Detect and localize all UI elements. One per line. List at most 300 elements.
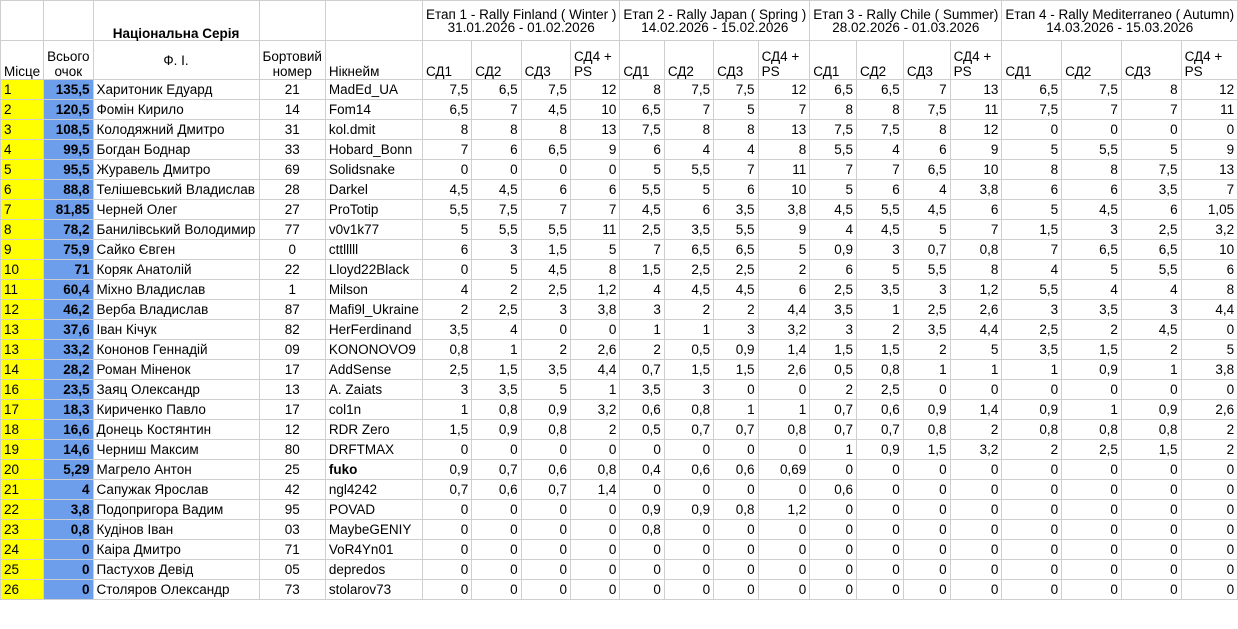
nickname-cell: stolarov73 xyxy=(325,580,422,600)
place-cell: 13 xyxy=(1,320,44,340)
score-cell: 13 xyxy=(570,120,619,140)
score-cell: 6 xyxy=(950,200,1002,220)
score-cell: 3,5 xyxy=(422,320,471,340)
score-cell: 1,5 xyxy=(903,440,950,460)
score-cell: 7 xyxy=(758,100,810,120)
nickname-cell: Hobard_Bonn xyxy=(325,140,422,160)
score-cell: 1 xyxy=(570,380,619,400)
score-cell: 0 xyxy=(472,520,521,540)
table-row xyxy=(1,500,1238,520)
nickname-cell: RDR Zero xyxy=(325,420,422,440)
score-cell: 0,5 xyxy=(620,420,664,440)
score-cell: 0,9 xyxy=(521,400,570,420)
car-number-cell: 03 xyxy=(259,520,325,540)
page-title: Національна Серія xyxy=(93,1,259,41)
stage-2-header: Етап 2 - Rally Japan ( Spring ) 14.02.2026 - 15.02.2026 xyxy=(620,1,810,41)
score-cell: 0,8 xyxy=(1062,420,1122,440)
score-cell: 3 xyxy=(1121,300,1181,320)
score-cell: 0 xyxy=(570,500,619,520)
score-cell: 0 xyxy=(1121,580,1181,600)
score-cell: 0 xyxy=(903,580,950,600)
score-cell: 1,5 xyxy=(664,360,713,380)
score-cell: 10 xyxy=(1181,240,1238,260)
car-number-cell: 77 xyxy=(259,220,325,240)
score-cell: 0 xyxy=(950,480,1002,500)
table-row xyxy=(1,340,1238,360)
score-cell: 5,5 xyxy=(1121,260,1181,280)
score-cell: 0 xyxy=(422,160,471,180)
score-cell: 7 xyxy=(1181,180,1238,200)
s4-col-3: СД3 xyxy=(1121,41,1181,80)
score-cell: 1,2 xyxy=(950,280,1002,300)
score-cell: 1,05 xyxy=(1181,200,1238,220)
total-points-cell: 33,2 xyxy=(44,340,93,360)
score-cell: 0 xyxy=(1062,540,1122,560)
score-cell: 0 xyxy=(1181,560,1238,580)
score-cell: 0 xyxy=(810,500,857,520)
total-points-cell: 75,9 xyxy=(44,240,93,260)
driver-name-cell: Кириченко Павло xyxy=(93,400,259,420)
score-cell: 0 xyxy=(1002,540,1062,560)
score-cell: 0 xyxy=(472,500,521,520)
score-cell: 11 xyxy=(758,160,810,180)
score-cell: 11 xyxy=(570,220,619,240)
score-cell: 2,6 xyxy=(1181,400,1238,420)
car-number-cell: 13 xyxy=(259,380,325,400)
car-number-cell: 31 xyxy=(259,120,325,140)
score-cell: 7,5 xyxy=(903,100,950,120)
score-cell: 0 xyxy=(903,500,950,520)
score-cell: 2 xyxy=(570,420,619,440)
score-cell: 7,5 xyxy=(664,80,713,100)
score-cell: 0 xyxy=(570,520,619,540)
score-cell: 8 xyxy=(664,120,713,140)
total-points-cell: 95,5 xyxy=(44,160,93,180)
score-cell: 0 xyxy=(1002,460,1062,480)
score-cell: 7,5 xyxy=(857,120,904,140)
score-cell: 0 xyxy=(570,560,619,580)
score-cell: 0 xyxy=(1062,560,1122,580)
score-cell: 0 xyxy=(472,560,521,580)
score-cell: 6,5 xyxy=(620,100,664,120)
score-cell: 4,5 xyxy=(521,100,570,120)
score-cell: 6 xyxy=(521,180,570,200)
score-cell: 4,5 xyxy=(620,200,664,220)
score-cell: 6 xyxy=(422,240,471,260)
place-cell: 3 xyxy=(1,120,44,140)
car-number-cell: 42 xyxy=(259,480,325,500)
score-cell: 0,8 xyxy=(620,520,664,540)
score-cell: 3,8 xyxy=(1181,360,1238,380)
score-cell: 0 xyxy=(950,560,1002,580)
score-cell: 0 xyxy=(521,520,570,540)
driver-name-cell: Кононов Геннадій xyxy=(93,340,259,360)
score-cell: 4 xyxy=(472,320,521,340)
total-points-cell: 3,8 xyxy=(44,500,93,520)
score-cell: 2 xyxy=(521,340,570,360)
score-cell: 5 xyxy=(1181,340,1238,360)
score-cell: 5,5 xyxy=(1062,140,1122,160)
score-cell: 5 xyxy=(422,220,471,240)
score-cell: 5 xyxy=(714,100,758,120)
total-points-cell: 99,5 xyxy=(44,140,93,160)
table-row xyxy=(1,280,1238,300)
score-cell: 5 xyxy=(1002,140,1062,160)
table-row xyxy=(1,440,1238,460)
total-points-cell: 78,2 xyxy=(44,220,93,240)
score-cell: 3,5 xyxy=(810,300,857,320)
driver-name-cell: Іван Кічук xyxy=(93,320,259,340)
score-cell: 5,5 xyxy=(521,220,570,240)
score-cell: 7 xyxy=(1062,100,1122,120)
score-cell: 8 xyxy=(758,140,810,160)
score-cell: 8 xyxy=(810,100,857,120)
score-cell: 0 xyxy=(521,560,570,580)
score-cell: 6,5 xyxy=(422,100,471,120)
score-cell: 2 xyxy=(620,340,664,360)
score-cell: 12 xyxy=(758,80,810,100)
score-cell: 5,5 xyxy=(714,220,758,240)
score-cell: 2,6 xyxy=(758,360,810,380)
driver-name-cell: Подопригора Вадим xyxy=(93,500,259,520)
score-cell: 5,5 xyxy=(810,140,857,160)
score-cell: 8 xyxy=(472,120,521,140)
score-cell: 0,7 xyxy=(422,480,471,500)
score-cell: 1 xyxy=(620,320,664,340)
score-cell: 0 xyxy=(1002,500,1062,520)
place-cell: 7 xyxy=(1,200,44,220)
score-cell: 0,7 xyxy=(810,420,857,440)
total-header: Всього очок xyxy=(44,41,93,80)
score-cell: 0,6 xyxy=(714,460,758,480)
score-cell: 6,5 xyxy=(857,80,904,100)
score-cell: 4,5 xyxy=(1062,200,1122,220)
score-cell: 0 xyxy=(950,460,1002,480)
score-cell: 2 xyxy=(758,260,810,280)
score-cell: 6 xyxy=(620,140,664,160)
score-cell: 5,5 xyxy=(857,200,904,220)
score-cell: 6 xyxy=(903,140,950,160)
score-cell: 0,4 xyxy=(620,460,664,480)
car-number-cell: 73 xyxy=(259,580,325,600)
score-cell: 6 xyxy=(714,180,758,200)
score-cell: 0 xyxy=(1121,500,1181,520)
score-cell: 0 xyxy=(664,520,713,540)
stage-4-header: Етап 4 - Rally Mediterraneo ( Autumn) 14.03.2026 - 15.03.2026 xyxy=(1002,1,1238,41)
car-number-cell: 05 xyxy=(259,560,325,580)
car-number-cell: 82 xyxy=(259,320,325,340)
score-cell: 2,5 xyxy=(714,260,758,280)
score-cell: 6,5 xyxy=(1062,240,1122,260)
score-cell: 7 xyxy=(422,140,471,160)
score-cell: 0 xyxy=(1062,480,1122,500)
score-cell: 7 xyxy=(857,160,904,180)
score-cell: 3,2 xyxy=(1181,220,1238,240)
score-cell: 0 xyxy=(422,520,471,540)
score-cell: 0,5 xyxy=(810,360,857,380)
table-row xyxy=(1,360,1238,380)
stage-1-header: Етап 1 - Rally Finland ( Winter ) 31.01.2026 - 01.02.2026 xyxy=(422,1,619,41)
score-cell: 0 xyxy=(620,560,664,580)
score-cell: 0,8 xyxy=(521,420,570,440)
score-cell: 5 xyxy=(857,260,904,280)
total-points-cell: 0 xyxy=(44,540,93,560)
score-cell: 10 xyxy=(758,180,810,200)
score-cell: 0 xyxy=(714,480,758,500)
score-cell: 0 xyxy=(620,540,664,560)
score-cell: 3 xyxy=(472,240,521,260)
score-cell: 6 xyxy=(810,260,857,280)
score-cell: 4,5 xyxy=(810,200,857,220)
score-cell: 2,5 xyxy=(521,280,570,300)
score-cell: 6,5 xyxy=(714,240,758,260)
score-cell: 1 xyxy=(1002,360,1062,380)
score-cell: 7 xyxy=(620,240,664,260)
place-cell: 6 xyxy=(1,180,44,200)
score-cell: 0 xyxy=(1002,560,1062,580)
driver-name-cell: Сапужак Ярослав xyxy=(93,480,259,500)
nickname-cell: AddSense xyxy=(325,360,422,380)
score-cell: 12 xyxy=(570,80,619,100)
score-cell: 5 xyxy=(1002,200,1062,220)
stage-3-header: Етап 3 - Rally Chile ( Summer) 28.02.2026 - 01.03.2026 xyxy=(810,1,1002,41)
score-cell: 3 xyxy=(810,320,857,340)
score-cell: 6,5 xyxy=(903,160,950,180)
score-cell: 11 xyxy=(950,100,1002,120)
score-cell: 1,5 xyxy=(714,360,758,380)
total-points-cell: 60,4 xyxy=(44,280,93,300)
nickname-cell: Lloyd22Black xyxy=(325,260,422,280)
score-cell: 0 xyxy=(903,380,950,400)
car-number-cell: 0 xyxy=(259,240,325,260)
total-points-cell: 0,8 xyxy=(44,520,93,540)
score-cell: 4,5 xyxy=(472,180,521,200)
score-cell: 4,5 xyxy=(664,280,713,300)
score-cell: 2,6 xyxy=(570,340,619,360)
score-cell: 0,8 xyxy=(758,420,810,440)
place-cell: 23 xyxy=(1,520,44,540)
score-cell: 1,4 xyxy=(950,400,1002,420)
nickname-cell: ProTotip xyxy=(325,200,422,220)
score-cell: 4,4 xyxy=(570,360,619,380)
score-cell: 0,8 xyxy=(1002,420,1062,440)
score-cell: 0 xyxy=(903,560,950,580)
score-cell: 0 xyxy=(714,440,758,460)
score-cell: 1 xyxy=(1062,400,1122,420)
score-cell: 5 xyxy=(1121,140,1181,160)
score-cell: 3 xyxy=(1062,220,1122,240)
place-cell: 26 xyxy=(1,580,44,600)
table-row xyxy=(1,300,1238,320)
table-row xyxy=(1,380,1238,400)
place-cell: 11 xyxy=(1,280,44,300)
place-cell: 17 xyxy=(1,400,44,420)
score-cell: 0 xyxy=(620,480,664,500)
score-cell: 0 xyxy=(664,440,713,460)
score-cell: 4 xyxy=(620,280,664,300)
score-cell: 2 xyxy=(857,320,904,340)
place-cell: 12 xyxy=(1,300,44,320)
score-cell: 0 xyxy=(810,580,857,600)
score-cell: 5 xyxy=(521,380,570,400)
score-cell: 4 xyxy=(810,220,857,240)
score-cell: 2 xyxy=(1121,340,1181,360)
score-cell: 0 xyxy=(570,580,619,600)
score-cell: 3 xyxy=(422,380,471,400)
score-cell: 1,5 xyxy=(620,260,664,280)
score-cell: 2 xyxy=(950,420,1002,440)
total-points-cell: 4 xyxy=(44,480,93,500)
nickname-cell: kol.dmit xyxy=(325,120,422,140)
table-row xyxy=(1,220,1238,240)
score-cell: 0,5 xyxy=(664,340,713,360)
score-cell: 0 xyxy=(1062,380,1122,400)
score-cell: 0 xyxy=(1181,460,1238,480)
driver-name-cell: Роман Міненок xyxy=(93,360,259,380)
table-row xyxy=(1,480,1238,500)
score-cell: 0,9 xyxy=(664,500,713,520)
score-cell: 5 xyxy=(472,260,521,280)
nickname-cell: v0v1k77 xyxy=(325,220,422,240)
score-cell: 0 xyxy=(810,520,857,540)
score-cell: 0 xyxy=(1062,520,1122,540)
score-cell: 7 xyxy=(903,80,950,100)
score-cell: 0 xyxy=(1181,120,1238,140)
score-cell: 0 xyxy=(857,500,904,520)
score-cell: 0,9 xyxy=(1002,400,1062,420)
place-cell: 4 xyxy=(1,140,44,160)
score-cell: 4 xyxy=(1002,260,1062,280)
score-cell: 0 xyxy=(950,380,1002,400)
score-cell: 0 xyxy=(570,440,619,460)
score-cell: 6,5 xyxy=(472,80,521,100)
driver-name-cell: Коряк Анатолій xyxy=(93,260,259,280)
score-cell: 0,6 xyxy=(810,480,857,500)
score-cell: 0 xyxy=(472,540,521,560)
score-cell: 0 xyxy=(664,540,713,560)
score-cell: 2,5 xyxy=(664,260,713,280)
score-cell: 0 xyxy=(664,560,713,580)
score-cell: 0 xyxy=(1181,520,1238,540)
table-row xyxy=(1,460,1238,480)
score-cell: 6,5 xyxy=(664,240,713,260)
score-cell: 0 xyxy=(758,520,810,540)
score-cell: 0 xyxy=(620,580,664,600)
score-cell: 0,9 xyxy=(714,340,758,360)
driver-name-cell: Черниш Максим xyxy=(93,440,259,460)
driver-name-cell: Богдан Боднар xyxy=(93,140,259,160)
car-number-cell: 12 xyxy=(259,420,325,440)
score-cell: 7 xyxy=(810,160,857,180)
total-points-cell: 18,3 xyxy=(44,400,93,420)
score-cell: 1,5 xyxy=(810,340,857,360)
score-cell: 0 xyxy=(472,440,521,460)
score-cell: 0 xyxy=(950,580,1002,600)
score-cell: 2 xyxy=(1181,440,1238,460)
car-number-cell: 17 xyxy=(259,400,325,420)
score-cell: 0,9 xyxy=(857,440,904,460)
score-cell: 0,6 xyxy=(620,400,664,420)
score-cell: 13 xyxy=(1181,160,1238,180)
place-cell: 1 xyxy=(1,80,44,100)
score-cell: 1 xyxy=(810,440,857,460)
score-cell: 4,5 xyxy=(857,220,904,240)
score-cell: 4,5 xyxy=(903,200,950,220)
car-number-cell: 33 xyxy=(259,140,325,160)
s1-col-4: СД4 + PS xyxy=(570,41,619,80)
place-header: Місце xyxy=(1,41,44,80)
score-cell: 7,5 xyxy=(472,200,521,220)
score-cell: 0 xyxy=(714,520,758,540)
score-cell: 6,5 xyxy=(1121,240,1181,260)
score-cell: 0 xyxy=(422,440,471,460)
score-cell: 0 xyxy=(857,480,904,500)
score-cell: 0 xyxy=(950,540,1002,560)
nickname-cell: KONONOVO9 xyxy=(325,340,422,360)
score-cell: 0 xyxy=(857,560,904,580)
score-cell: 0 xyxy=(422,580,471,600)
car-number-cell: 69 xyxy=(259,160,325,180)
score-cell: 0,8 xyxy=(664,400,713,420)
s3-col-1: СД1 xyxy=(810,41,857,80)
nickname-cell: POVAD xyxy=(325,500,422,520)
score-cell: 7,5 xyxy=(1062,80,1122,100)
s4-col-1: СД1 xyxy=(1002,41,1062,80)
score-cell: 0 xyxy=(903,520,950,540)
nickname-cell: MadEd_UA xyxy=(325,80,422,100)
score-cell: 2 xyxy=(664,300,713,320)
score-cell: 0 xyxy=(1181,580,1238,600)
score-cell: 5,5 xyxy=(664,160,713,180)
score-cell: 1 xyxy=(422,400,471,420)
score-cell: 2 xyxy=(472,280,521,300)
place-cell: 21 xyxy=(1,480,44,500)
score-cell: 3 xyxy=(903,280,950,300)
s2-col-4: СД4 + PS xyxy=(758,41,810,80)
place-cell: 19 xyxy=(1,440,44,460)
score-cell: 5,5 xyxy=(422,200,471,220)
score-cell: 6 xyxy=(758,280,810,300)
score-cell: 8 xyxy=(570,260,619,280)
score-cell: 2 xyxy=(1181,420,1238,440)
nickname-cell: DRFTMAX xyxy=(325,440,422,460)
score-cell: 3,5 xyxy=(714,200,758,220)
score-cell: 0 xyxy=(758,560,810,580)
score-cell: 0,8 xyxy=(950,240,1002,260)
score-cell: 4,5 xyxy=(714,280,758,300)
driver-name-cell: Верба Владислав xyxy=(93,300,259,320)
score-cell: 0 xyxy=(1181,480,1238,500)
score-cell: 4,4 xyxy=(758,300,810,320)
score-cell: 0 xyxy=(521,320,570,340)
score-cell: 2 xyxy=(903,340,950,360)
table-row xyxy=(1,240,1238,260)
table-row xyxy=(1,200,1238,220)
driver-name-cell: Банилівський Володимир xyxy=(93,220,259,240)
total-points-cell: 0 xyxy=(44,580,93,600)
score-cell: 2,5 xyxy=(903,300,950,320)
place-cell: 13 xyxy=(1,340,44,360)
score-cell: 0 xyxy=(570,320,619,340)
score-cell: 7,5 xyxy=(1002,100,1062,120)
driver-name-cell: Донець Костянтин xyxy=(93,420,259,440)
score-cell: 7 xyxy=(1002,240,1062,260)
score-cell: 0,7 xyxy=(714,420,758,440)
score-cell: 0 xyxy=(422,540,471,560)
car-number-cell: 14 xyxy=(259,100,325,120)
score-cell: 0 xyxy=(1121,560,1181,580)
score-cell: 4 xyxy=(857,140,904,160)
